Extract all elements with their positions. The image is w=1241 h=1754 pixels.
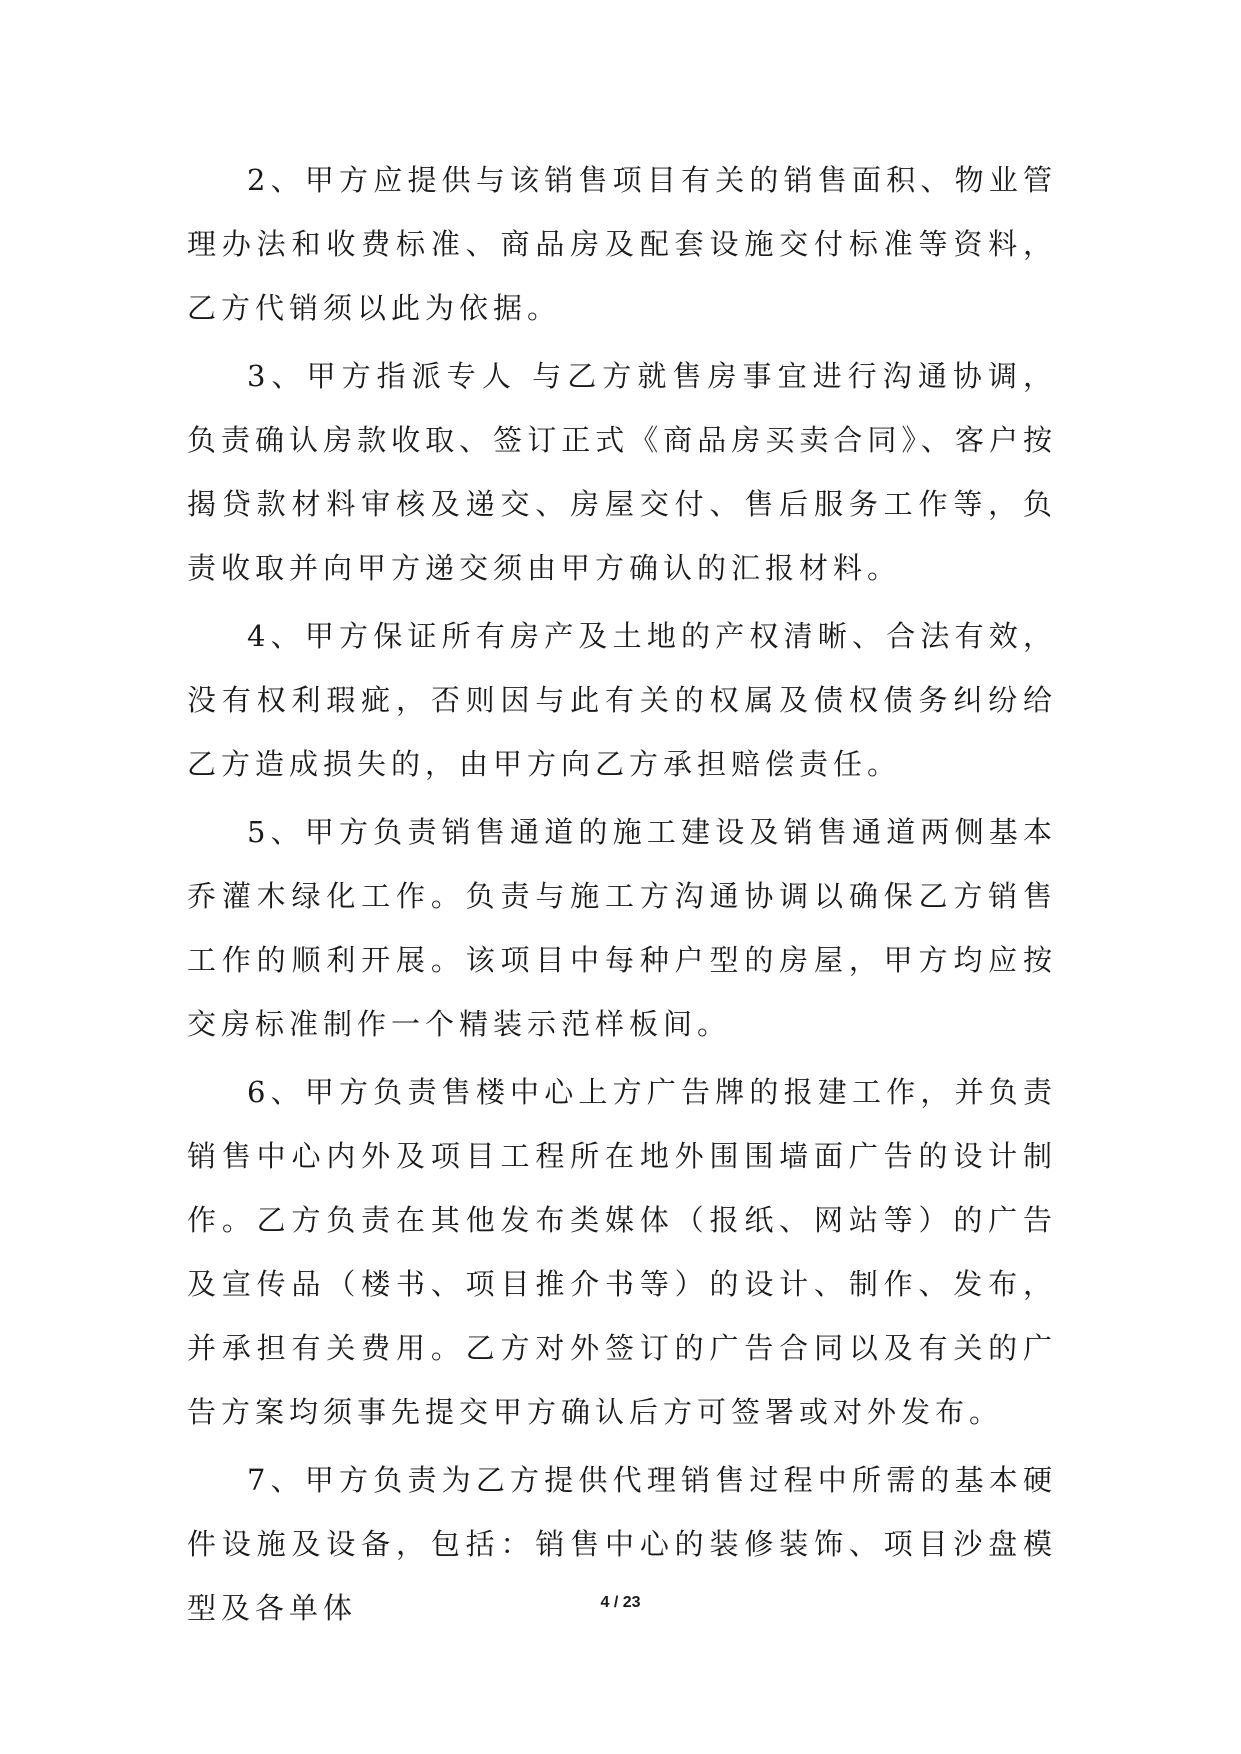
paragraph-clause-4: 4、甲方保证所有房产及土地的产权清晰、合法有效，没有权利瑕疵，否则因与此有关的权属及债权债务纠纷给乙方造成损失的，由甲方向乙方承担赔偿责任。 (187, 619, 1057, 781)
document-body (187, 148, 1057, 1644)
page-number: 4 / 23 (600, 1594, 641, 1611)
paragraph-clause-7: 7、甲方负责为乙方提供代理销售过程中所需的基本硬件设施及设备，包括：销售中心的装修装饰、项目沙盘模型及各单体 (187, 1463, 1057, 1625)
paragraph-clause-3: 3、甲方指派专人 与乙方就售房事宜进行沟通协调，负责确认房款收取、签订正式《商品房买卖合同》、客户按揭贷款材料审核及递交、房屋交付、售后服务工作等，负责收取并向甲方递交须由甲方确认的汇报材料。 (187, 359, 1057, 585)
paragraph-clause-6: 6、甲方负责售楼中心上方广告牌的报建工作，并负责销售中心内外及项目工程所在地外围围墙面广告的设计制作。乙方负责在其他发布类媒体（报纸、网站等）的广告及宣传品（楼书、项目推介书等）的设计、制作、发布，并承担有关费用。乙方对外签订的广告合同以及有关的广告方案均须事先提交甲方确认后方可签署或对外发布。 (187, 1075, 1057, 1429)
paragraph-clause-2: 2、甲方应提供与该销售项目有关的销售面积、物业管理办法和收费标准、商品房及配套设施交付标准等资料，乙方代销须以此为依据。 (187, 163, 1057, 325)
paragraph-clause-5: 5、甲方负责销售通道的施工建设及销售通道两侧基本乔灌木绿化工作。负责与施工方沟通协调以确保乙方销售工作的顺利开展。该项目中每种户型的房屋，甲方均应按交房标准制作一个精装示范样板间。 (187, 815, 1057, 1041)
